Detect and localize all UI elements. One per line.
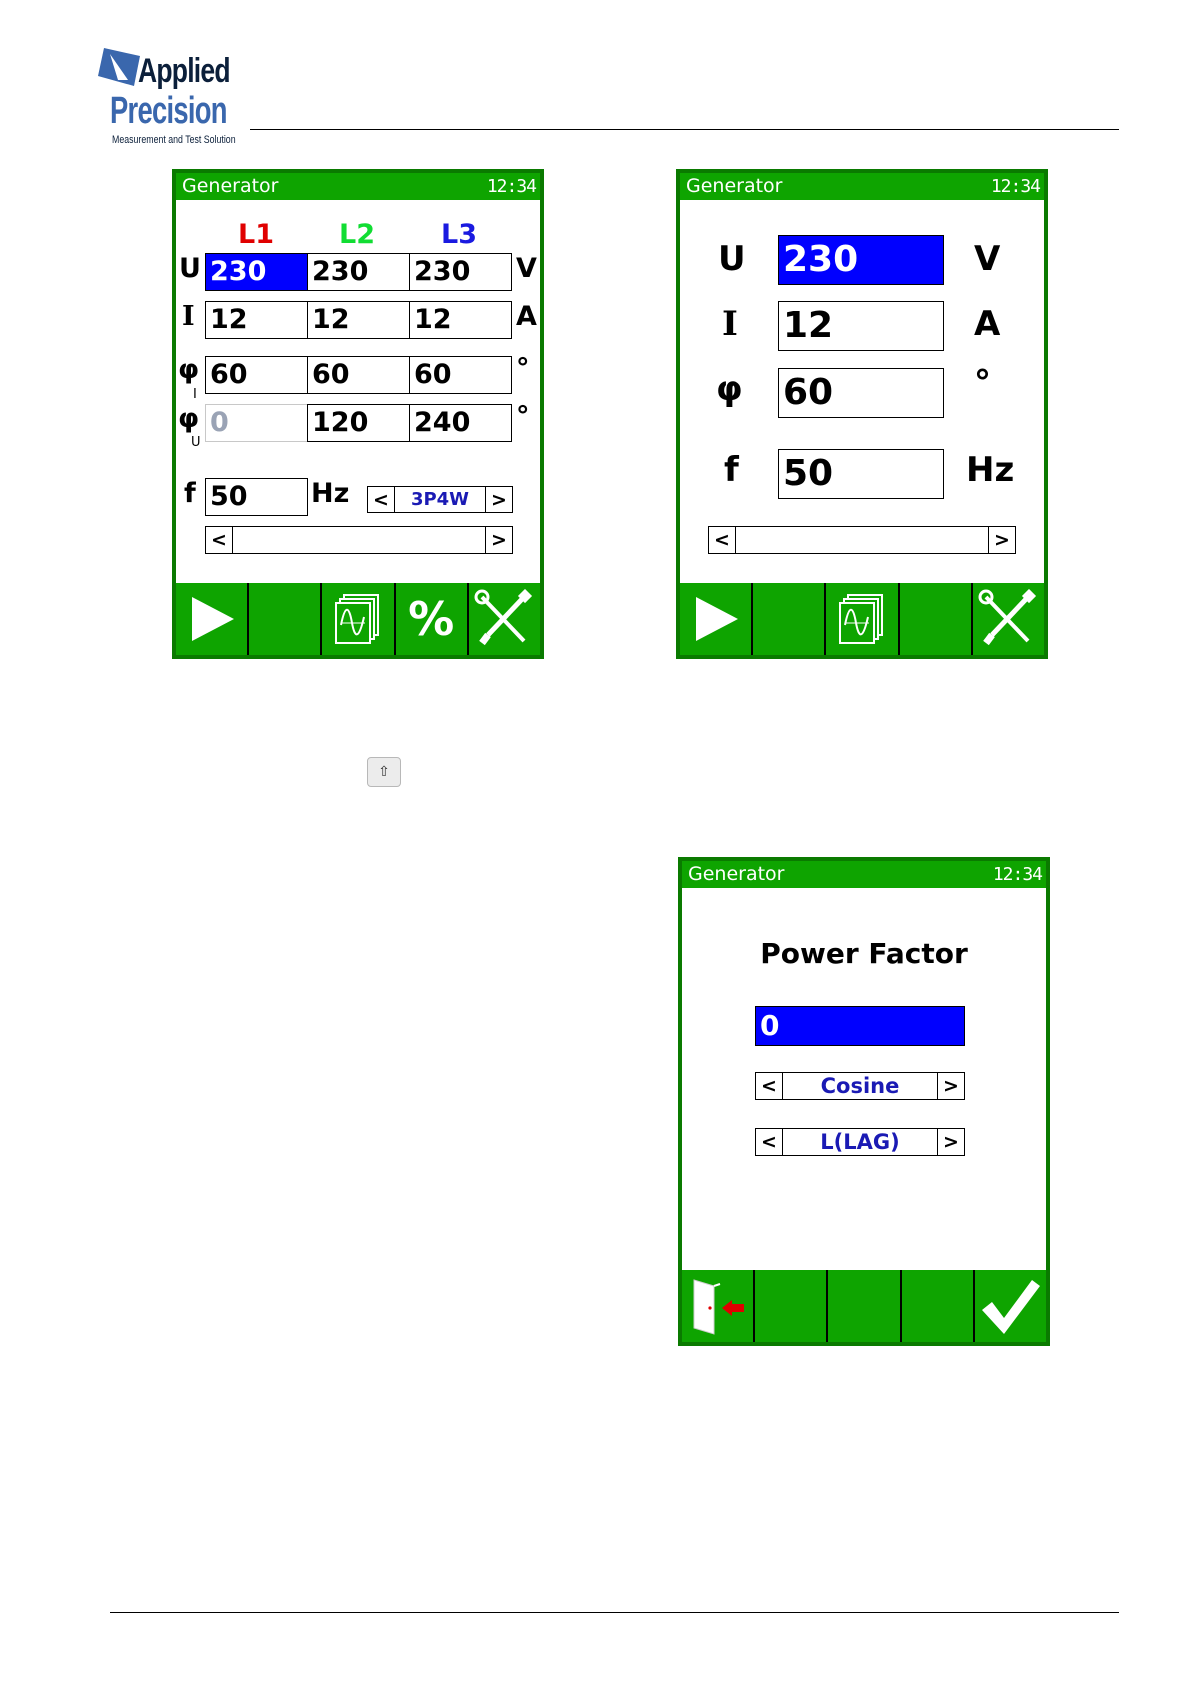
unit-hz: Hz: [966, 450, 1015, 490]
toolbar: [680, 583, 1044, 655]
generator-screen-three-phase: [172, 169, 544, 659]
row-label-u: U: [179, 253, 201, 284]
waveform-icon: [330, 591, 386, 647]
unit-v: V: [974, 239, 1001, 279]
title-bar: [682, 861, 1046, 888]
power-factor-heading: Power Factor: [760, 937, 968, 970]
clock: 12:34: [990, 176, 1040, 197]
play-icon: [690, 593, 742, 645]
unit-a: A: [974, 304, 1001, 344]
toolbar-empty-button[interactable]: [753, 583, 824, 655]
unit-degree-phi-u: °: [516, 401, 530, 432]
toolbar-empty-button[interactable]: [900, 583, 971, 655]
phase-label-l1: L1: [238, 219, 274, 250]
toolbar: [682, 1270, 1046, 1342]
clock: 12:34: [992, 864, 1042, 885]
row-label-f: f: [184, 478, 196, 509]
phase-label-l2: L2: [339, 219, 375, 250]
i-field[interactable]: 12: [778, 301, 944, 351]
toolbar-empty-button[interactable]: [902, 1270, 973, 1342]
toolbar-empty-button[interactable]: [755, 1270, 826, 1342]
lag-prev-button[interactable]: <: [756, 1129, 783, 1155]
function-next-button[interactable]: >: [937, 1073, 964, 1099]
percent-button[interactable]: [396, 583, 467, 655]
frequency-field[interactable]: 50: [778, 449, 944, 499]
tools-icon: [474, 589, 534, 649]
tools-icon: [978, 589, 1038, 649]
row-label-f: f: [724, 450, 739, 490]
scroll-bar[interactable]: [708, 526, 1016, 554]
u-field[interactable]: 230: [778, 235, 944, 285]
lag-selector[interactable]: [755, 1128, 965, 1156]
waveform-icon: [834, 591, 890, 647]
toolbar-empty-button[interactable]: [828, 1270, 899, 1342]
footer-divider: [110, 1612, 1119, 1613]
company-logo: [98, 46, 248, 146]
row-sub-phi-i: I: [193, 387, 197, 402]
logo-mark-icon: [98, 46, 142, 90]
phi-field[interactable]: 60: [778, 368, 944, 418]
row-label-u: U: [718, 239, 746, 279]
shift-key-icon[interactable]: [367, 757, 401, 787]
phi-i-l2-field[interactable]: 60: [307, 356, 410, 394]
tools-button[interactable]: [973, 583, 1044, 655]
unit-degree: °: [974, 363, 991, 403]
toolbar-empty-button[interactable]: [249, 583, 320, 655]
phase-label-l3: L3: [441, 219, 477, 250]
lag-value: L(LAG): [820, 1130, 900, 1154]
scroll-bar[interactable]: [205, 526, 513, 554]
frequency-field[interactable]: 50: [205, 478, 308, 516]
mode-selector[interactable]: [367, 486, 513, 513]
unit-v: V: [516, 253, 537, 284]
phi-u-l3-field[interactable]: 240: [409, 404, 512, 442]
screen-title: Generator: [686, 175, 783, 197]
row-label-i: I: [722, 304, 738, 344]
mode-value: 3P4W: [410, 489, 470, 510]
phi-u-l2-field[interactable]: 120: [307, 404, 410, 442]
unit-a: A: [516, 301, 537, 332]
power-factor-field[interactable]: 0: [755, 1006, 965, 1046]
exit-button[interactable]: [682, 1270, 753, 1342]
i-l3-field[interactable]: 12: [409, 301, 512, 339]
shift-key-glyph: ⇧: [378, 764, 390, 780]
row-sub-phi-u: U: [191, 435, 201, 450]
title-bar: [176, 173, 540, 200]
waveform-button[interactable]: [322, 583, 393, 655]
phi-u-l1-field[interactable]: 0: [205, 404, 308, 442]
u-l3-field[interactable]: 230: [409, 253, 512, 291]
row-label-i: I: [182, 301, 195, 332]
logo-tagline: Measurement and Test Solution: [112, 134, 236, 146]
function-value: Cosine: [820, 1074, 900, 1098]
mode-next-button[interactable]: >: [485, 487, 512, 512]
phi-i-l3-field[interactable]: 60: [409, 356, 512, 394]
row-label-phi-u: φ: [178, 403, 200, 434]
i-l1-field[interactable]: 12: [205, 301, 308, 339]
function-prev-button[interactable]: <: [756, 1073, 783, 1099]
row-label-phi-i: φ: [178, 354, 200, 385]
logo-text-applied: Applied: [138, 52, 230, 90]
play-icon: [186, 593, 238, 645]
unit-degree-phi-i: °: [516, 353, 530, 384]
percent-icon: %: [408, 592, 455, 646]
scroll-left-button[interactable]: <: [709, 527, 736, 553]
scroll-right-button[interactable]: >: [485, 527, 512, 553]
tools-button[interactable]: [469, 583, 540, 655]
checkmark-icon: [978, 1276, 1042, 1336]
scroll-left-button[interactable]: <: [206, 527, 233, 553]
lag-next-button[interactable]: >: [937, 1129, 964, 1155]
generator-screen-power-factor: [678, 857, 1050, 1346]
u-l1-field[interactable]: 230: [205, 253, 308, 291]
logo-text-precision: Precision: [110, 90, 227, 132]
screen-title: Generator: [182, 175, 279, 197]
screen-title: Generator: [688, 863, 785, 885]
waveform-button[interactable]: [826, 583, 897, 655]
mode-prev-button[interactable]: <: [368, 487, 395, 512]
function-selector[interactable]: [755, 1072, 965, 1100]
play-button[interactable]: [176, 583, 247, 655]
title-bar: [680, 173, 1044, 200]
i-l2-field[interactable]: 12: [307, 301, 410, 339]
u-l2-field[interactable]: 230: [307, 253, 410, 291]
play-button[interactable]: [680, 583, 751, 655]
unit-hz: Hz: [311, 478, 350, 509]
generator-screen-single-phase: [676, 169, 1048, 659]
phi-i-l1-field[interactable]: 60: [205, 356, 308, 394]
row-label-phi: φ: [716, 369, 743, 409]
confirm-button[interactable]: [975, 1270, 1046, 1342]
clock: 12:34: [486, 176, 536, 197]
header-divider: [250, 129, 1119, 130]
scroll-right-button[interactable]: >: [988, 527, 1015, 553]
toolbar: [176, 583, 540, 655]
exit-door-icon: [688, 1276, 748, 1336]
